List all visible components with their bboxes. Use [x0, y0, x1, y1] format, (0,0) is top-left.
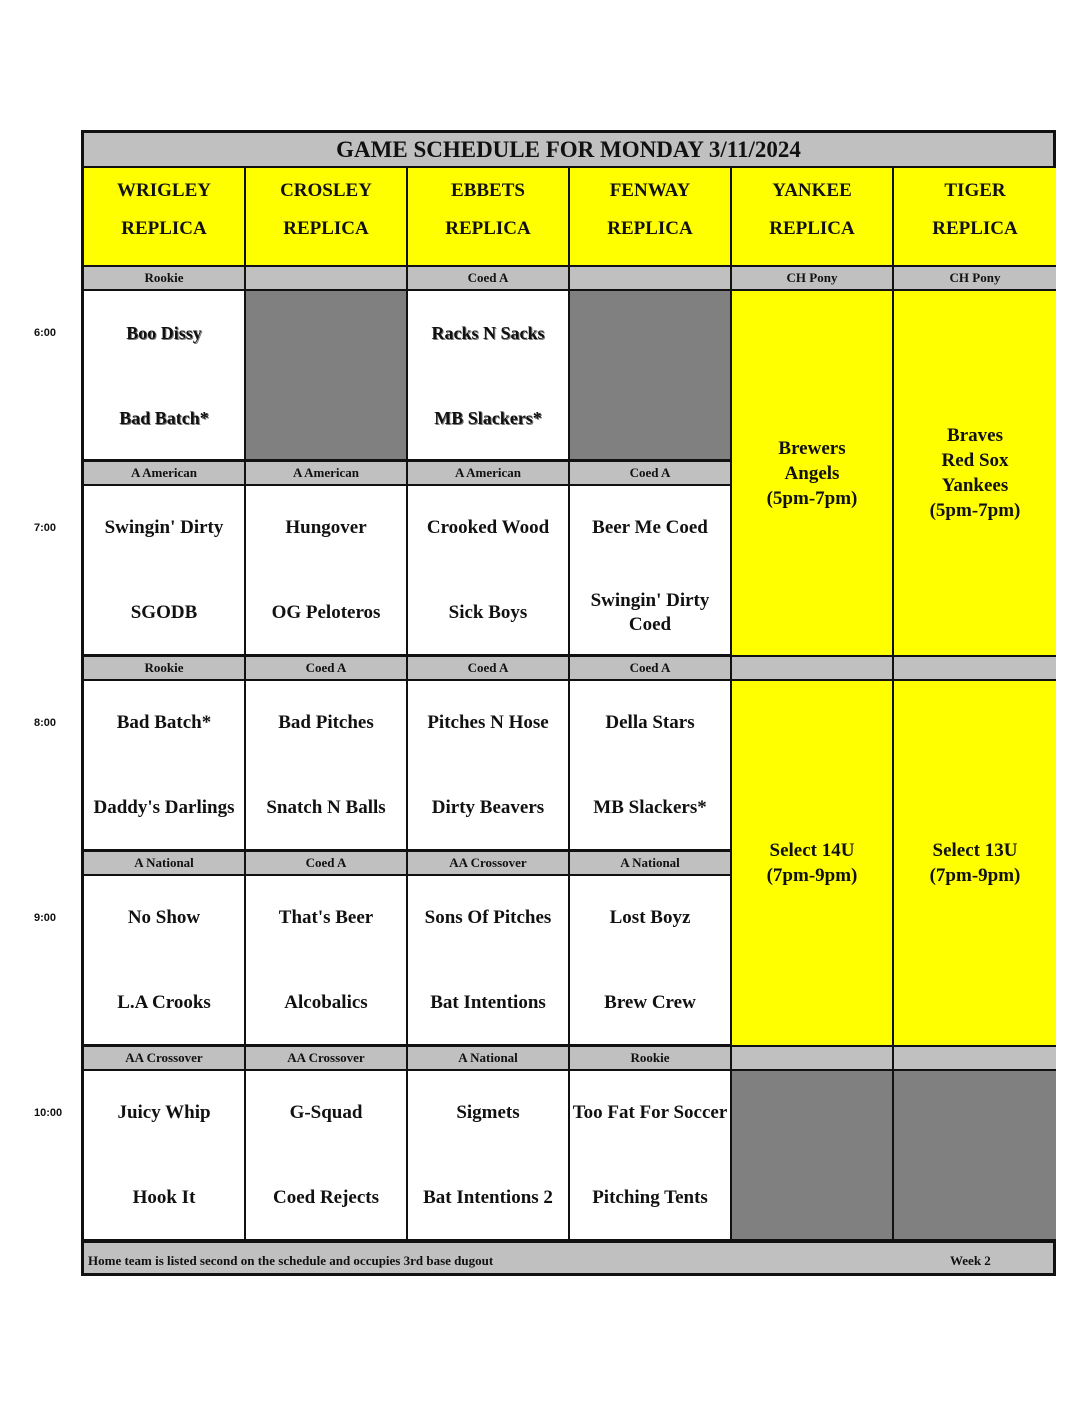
home-team: Bat Intentions [430, 992, 546, 1013]
field-name: WRIGLEY [117, 180, 211, 201]
field-subtitle: REPLICA [445, 218, 531, 239]
field-subtitle: REPLICA [932, 218, 1018, 239]
away-team: Too Fat For Soccer [572, 1102, 728, 1123]
away-team: Sigmets [456, 1102, 520, 1123]
division-label: Coed A [246, 852, 408, 876]
home-team: Daddy's Darlings [93, 797, 235, 818]
division-label: Coed A [408, 657, 570, 681]
away-team: Racks N Sacks [431, 323, 545, 343]
division-label: AA Crossover [408, 852, 570, 876]
home-team: Bad Batch* [119, 408, 209, 428]
empty-slot [246, 291, 408, 462]
away-team: No Show [127, 907, 201, 928]
field-header-ebbets [408, 168, 570, 267]
empty-slot [570, 291, 732, 462]
time-label: 6:00 [34, 327, 57, 339]
home-team: Coed Rejects [272, 1187, 380, 1208]
division-label: Rookie [570, 1047, 732, 1071]
away-team: Juicy Whip [117, 1102, 211, 1123]
tiger-block-early-text [930, 423, 1021, 523]
block-line: (7pm-9pm) [929, 865, 1021, 886]
division-label [732, 657, 894, 681]
division-label: A American [84, 462, 246, 486]
schedule-table [81, 130, 1056, 1276]
away-team: Pitches N Hose [427, 712, 549, 733]
away-team: That's Beer [278, 907, 374, 928]
game-cell [570, 681, 732, 852]
yankee-block-early [732, 291, 894, 657]
tiger-block-late [894, 681, 1056, 1047]
field-header-crosley [246, 168, 408, 267]
tiger-block-late-text [930, 838, 1021, 888]
home-team: MB Slackers* [434, 408, 542, 428]
home-team: Brew Crew [604, 992, 696, 1013]
game-cell [408, 1071, 570, 1242]
schedule-footer [84, 1242, 1053, 1273]
field-header-tiger [894, 168, 1056, 267]
yankee-block-early-text [767, 436, 858, 511]
away-team: Beer Me Coed [592, 517, 708, 538]
game-cell [84, 291, 246, 462]
week-label: Week 2 [950, 1253, 991, 1268]
block-line: Angels [784, 462, 840, 484]
division-label [570, 267, 732, 291]
division-label [732, 1047, 894, 1071]
division-label: Coed A [570, 462, 732, 486]
field-name: TIGER [944, 180, 1006, 201]
block-line: Red Sox [941, 450, 1009, 471]
field-header-wrigley [84, 168, 246, 267]
time-label: 7:00 [34, 522, 57, 534]
home-team: Swingin' Dirty Coed [590, 590, 710, 635]
yankee-block-late [732, 681, 894, 1047]
division-label: A National [84, 852, 246, 876]
empty-slot [732, 1071, 894, 1242]
block-line: Braves [947, 425, 1003, 446]
game-cell [84, 1071, 246, 1242]
field-subtitle: REPLICA [607, 218, 693, 239]
block-line: Select 13U [932, 840, 1018, 861]
game-cell [246, 681, 408, 852]
division-label [246, 267, 408, 291]
home-team: Dirty Beavers [431, 797, 545, 818]
game-cell [84, 486, 246, 657]
home-team-note: Home team is listed second on the schedule and occupies 3rd base dugout [88, 1253, 494, 1268]
away-team: Lost Boyz [609, 907, 691, 928]
game-cell [570, 1071, 732, 1242]
field-header-fenway [570, 168, 732, 267]
game-cell [408, 876, 570, 1047]
field-subtitle: REPLICA [769, 218, 855, 239]
field-name: FENWAY [609, 180, 691, 201]
away-team: Swingin' Dirty [104, 517, 224, 538]
division-label: Coed A [570, 657, 732, 681]
time-label: 8:00 [34, 717, 57, 729]
away-team: Boo Dissy [126, 323, 202, 343]
division-label: AA Crossover [84, 1047, 246, 1071]
division-label: A American [246, 462, 408, 486]
division-label: AA Crossover [246, 1047, 408, 1071]
time-label: 10:00 [34, 1107, 63, 1119]
division-label: CH Pony [732, 267, 894, 291]
away-team: Sons Of Pitches [424, 907, 552, 928]
game-cell [84, 876, 246, 1047]
block-line: (7pm-9pm) [766, 865, 858, 886]
home-team: Pitching Tents [592, 1187, 708, 1208]
division-label: A National [570, 852, 732, 876]
field-subtitle: REPLICA [283, 218, 369, 239]
game-cell [84, 681, 246, 852]
game-cell [246, 1071, 408, 1242]
game-cell [408, 681, 570, 852]
division-label [894, 657, 1056, 681]
division-label [894, 1047, 1056, 1071]
home-team: Hook It [132, 1187, 196, 1208]
tiger-block-early [894, 291, 1056, 657]
away-team: Crooked Wood [426, 517, 550, 538]
game-cell [246, 486, 408, 657]
game-cell [408, 486, 570, 657]
division-label: A American [408, 462, 570, 486]
division-label: Rookie [84, 267, 246, 291]
field-name: EBBETS [451, 180, 525, 201]
field-name: YANKEE [772, 180, 852, 201]
home-team: L.A Crooks [117, 992, 211, 1013]
home-team: Bat Intentions 2 [423, 1187, 553, 1208]
block-line: (5pm-7pm) [766, 487, 858, 509]
home-team: MB Slackers* [593, 797, 707, 818]
time-label: 9:00 [34, 912, 57, 924]
game-cell [246, 876, 408, 1047]
game-cell [408, 291, 570, 462]
field-subtitle: REPLICA [121, 218, 207, 239]
away-team: G-Squad [289, 1102, 363, 1123]
home-team: Sick Boys [448, 602, 528, 623]
empty-slot [894, 1071, 1056, 1242]
home-team: Snatch N Balls [266, 797, 386, 818]
home-team: SGODB [130, 602, 198, 623]
field-header-yankee [732, 168, 894, 267]
home-team: OG Peloteros [271, 602, 381, 623]
away-team: Bad Batch* [116, 712, 212, 733]
block-line: Select 14U [769, 840, 855, 861]
home-team: Alcobalics [284, 992, 368, 1013]
away-team: Della Stars [605, 712, 695, 733]
division-label: Rookie [84, 657, 246, 681]
field-name: CROSLEY [280, 180, 372, 201]
yankee-block-late-text [767, 838, 858, 888]
division-label: CH Pony [894, 267, 1056, 291]
block-line: Brewers [778, 437, 846, 459]
away-team: Hungover [285, 517, 367, 538]
schedule-title: GAME SCHEDULE FOR MONDAY 3/11/2024 [84, 133, 1053, 168]
away-team: Bad Pitches [278, 712, 374, 733]
division-label: A National [408, 1047, 570, 1071]
division-label: Coed A [408, 267, 570, 291]
game-cell [570, 876, 732, 1047]
division-label: Coed A [246, 657, 408, 681]
block-line: (5pm-7pm) [929, 500, 1021, 521]
game-cell [570, 486, 732, 657]
block-line: Yankees [941, 475, 1009, 496]
